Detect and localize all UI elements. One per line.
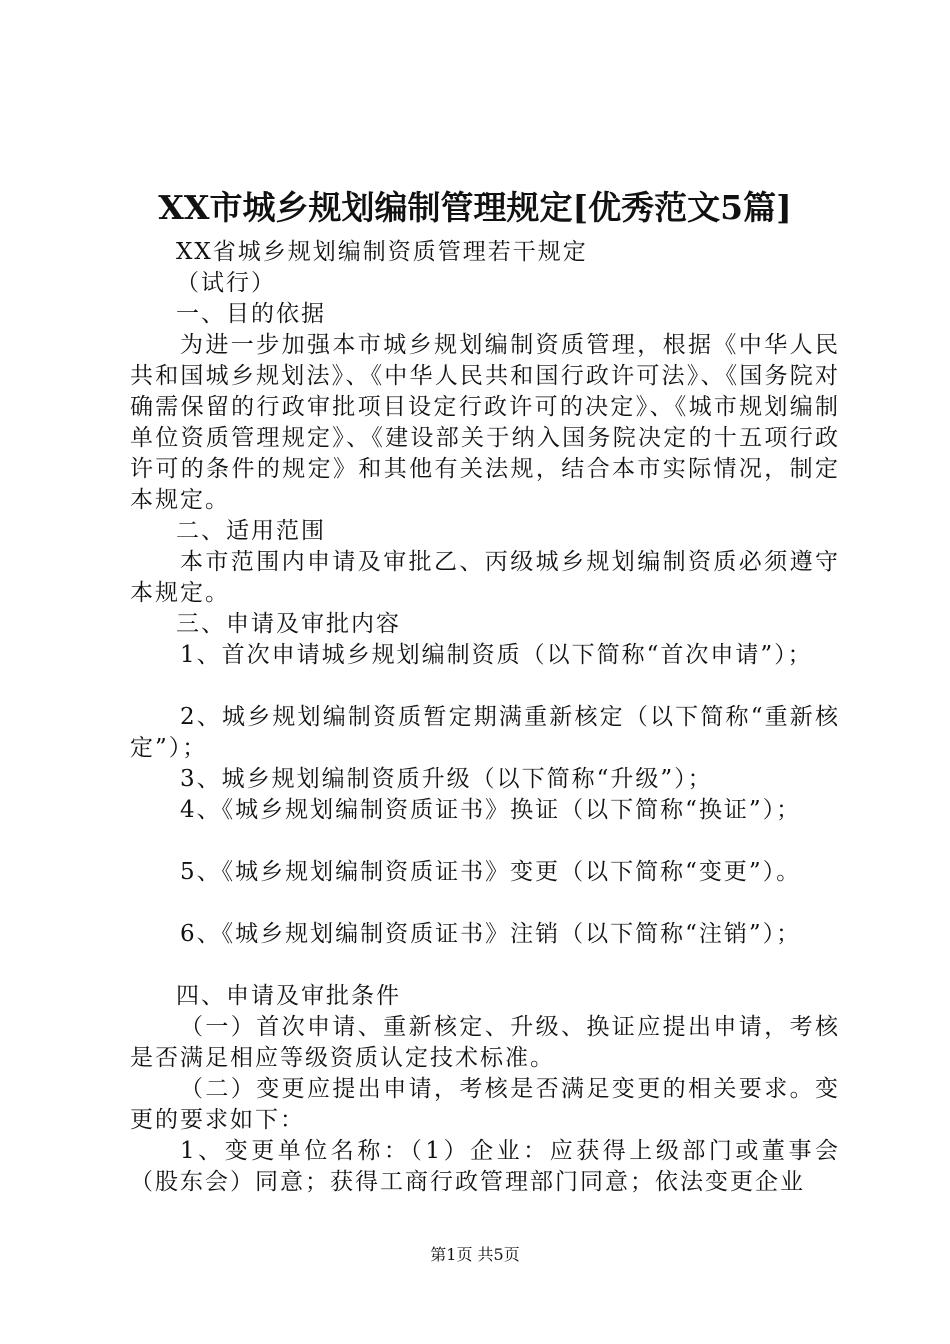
list-item-4: 4、《城乡规划编制资质证书》换证（以下简称“换证”）；: [180, 797, 802, 823]
heading-scope: 二、适用范围: [176, 518, 326, 544]
list-item-5: 5、《城乡规划编制资质证书》变更（以下简称“变更”）。: [180, 859, 802, 885]
paragraph-subtitle: XX省城乡规划编制资质管理若干规定: [176, 239, 588, 265]
page-footer: 第1页 共5页: [430, 1245, 520, 1264]
paragraph-change-name: 1、变更单位名称：（1）企业：应获得上级部门或董事会（股东会）同意；获得工商行政管理部门同意；依法变更企业: [130, 1138, 840, 1195]
heading-content: 三、申请及审批内容: [176, 611, 401, 637]
paragraph-scope: 本市范围内申请及审批乙、丙级城乡规划编制资质必须遵守本规定。: [130, 549, 840, 606]
heading-purpose: 一、目的依据: [176, 301, 326, 327]
paragraph-trial: （试行）: [176, 270, 276, 296]
heading-conditions: 四、申请及审批条件: [176, 983, 401, 1009]
list-item-6: 6、《城乡规划编制资质证书》注销（以下简称“注销”）；: [180, 921, 802, 947]
paragraph-condition-2: （二）变更应提出申请，考核是否满足变更的相关要求。变更的要求如下：: [130, 1076, 840, 1133]
paragraph-condition-1: （一）首次申请、重新核定、升级、换证应提出申请，考核是否满足相应等级资质认定技术标准。: [130, 1014, 840, 1071]
list-item-2: 2、城乡规划编制资质暂定期满重新核定（以下简称“重新核定”）；: [130, 704, 840, 761]
paragraph-purpose: 为进一步加强本市城乡规划编制资质管理，根据《中华人民共和国城乡规划法》、《中华人民共和国行政许可法》、《国务院对确需保留的行政审批项目设定行政许可的决定》、《城市规划编制单位资质管理规定》、《建设部关于纳入国务院决定的十五项行政许可的条件的规定》和其他有关法规，结合本市实际情况，制定本规定。: [130, 332, 840, 513]
document-body: [130, 237, 840, 1198]
list-item-3: 3、城乡规划编制资质升级（以下简称“升级”）；: [180, 766, 713, 792]
document-title: XX市城乡规划编制管理规定[优秀范文5篇]: [158, 188, 792, 227]
list-item-1: 1、首次申请城乡规划编制资质（以下简称“首次申请”）；: [180, 642, 813, 668]
